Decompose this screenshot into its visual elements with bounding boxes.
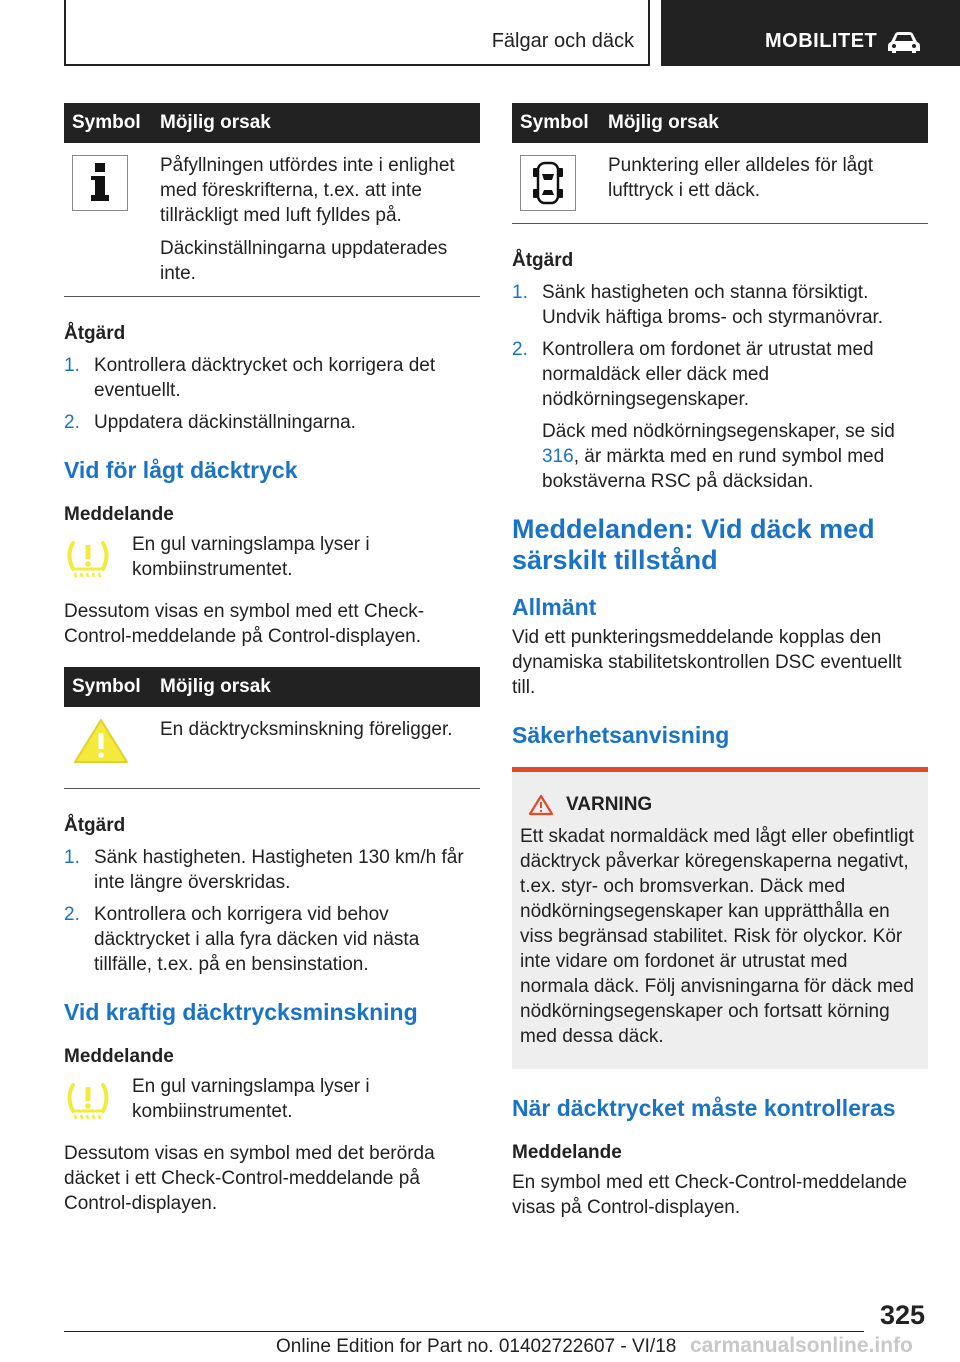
right-column — [512, 103, 928, 1220]
section-heading: Allmänt — [512, 594, 597, 620]
paragraph: Dessutom visas en symbol med det berörda däcket i ett Check-Control-meddelande på Control-displayen. — [64, 1143, 435, 1214]
message-text: En gul varningslampa lyser i kombiinstrumentet. — [132, 1076, 370, 1122]
section-heading: Vid för lågt däcktryck — [64, 457, 298, 483]
cause-text: Däckinställningarna uppdaterades inte. — [160, 238, 448, 284]
table-row — [64, 707, 480, 789]
car-top-view-icon — [520, 155, 576, 211]
action-title: Åtgärd — [64, 815, 126, 836]
list-item: 1. Sänk hastigheten. Hastigheten 130 km/h får inte längre överskridas. — [64, 847, 464, 893]
table-header-cause: Möjlig orsak — [152, 667, 480, 707]
tire-pressure-warning-icon — [64, 540, 112, 580]
paragraph: Dessutom visas en symbol med ett Check-Control-meddelande på Control-displayen. — [64, 601, 425, 647]
symbol-table-3 — [512, 103, 928, 224]
warning-text: Ett skadat normaldäck med lågt eller obefintligt däcktryck påverkar köregenskaperna negativt, t.ex. styr- och bromsverkan. Däck med nödkörningsegenskaper kan upprätthålla en viss begränsad stabilitet. Risk för olyckor. Kör inte vidare om fordonet är utrustat med normala däck. Följ anvisningarna för däck med nödkörningsegenskaper och fortsatt körning med dessa däck. — [520, 826, 914, 1047]
note-text: Däck med nödkörningsegenskaper, se sid 316, är märkta med en rund symbol med bokstäverna RSC på däcksidan. — [542, 421, 895, 492]
table-header-cause: Möjlig orsak — [152, 103, 480, 143]
symbol-table-1 — [64, 103, 480, 297]
warning-triangle-icon — [72, 717, 130, 765]
action-title: Åtgärd — [512, 250, 574, 271]
table-row — [64, 143, 480, 297]
list-item: 2. Kontrollera om fordonet är utrustat med normaldäck eller däck med nödkörningsegenskaper. Däck med nödkörningsegenskaper, se sid 316, är märkta med en rund symbol med bokstäverna RSC på däcksidan. — [512, 337, 928, 494]
warning-triangle-icon — [528, 794, 554, 816]
list-item: 2. Uppdatera däckinställningarna. — [64, 412, 356, 433]
tire-pressure-warning-icon — [64, 1082, 112, 1122]
cause-text: Påfyllningen utfördes inte i enlighet med föreskrifterna, t.ex. att inte tillräckligt med luft fylldes på. — [160, 155, 455, 226]
table-row — [512, 143, 928, 224]
car-icon — [887, 30, 921, 54]
list-item: 1. Kontrollera däcktrycket och korrigera det eventuellt. — [64, 355, 436, 401]
footer-divider — [64, 1331, 864, 1332]
section-heading: Säkerhetsanvisning — [512, 722, 730, 748]
header-section-box — [64, 0, 650, 66]
left-column — [64, 103, 480, 1216]
page-link[interactable]: 316 — [542, 446, 574, 467]
header-chapter-title: MOBILITET — [765, 30, 878, 52]
warning-box — [512, 767, 928, 1069]
cause-text: En däcktrycksminskning föreligger. — [160, 719, 453, 740]
info-icon — [72, 155, 128, 211]
table-header-cause: Möjlig orsak — [600, 103, 928, 143]
page-number: 325 — [880, 1300, 926, 1330]
section-heading: Vid kraftig däcktrycksminskning — [64, 999, 418, 1025]
list-item: 1. Sänk hastigheten och stanna försiktigt. Undvik häftiga broms- och styrmanövrar. — [512, 282, 884, 328]
message-title: Meddelande — [512, 1142, 622, 1163]
cause-text: Punktering eller alldeles för lågt lufttryck i ett däck. — [608, 155, 874, 201]
header-chapter-box — [661, 0, 960, 66]
table-header-symbol: Symbol — [512, 103, 600, 143]
footer-edition: Online Edition for Part no. 01402722607 - VI/18 — [276, 1336, 677, 1357]
warning-title: VARNING — [566, 794, 653, 815]
section-heading: När däcktrycket måste kontrolleras — [512, 1095, 896, 1121]
table-header-symbol: Symbol — [64, 103, 152, 143]
chapter-heading: Meddelanden: Vid däck med särskilt tillstånd — [512, 514, 875, 575]
paragraph: Vid ett punkteringsmeddelande kopplas den dynamiska stabilitetskontrollen DSC eventuellt till. — [512, 627, 902, 698]
watermark: carmanualsonline.info — [690, 1334, 913, 1357]
action-title: Åtgärd — [64, 323, 126, 344]
action-steps — [64, 845, 480, 977]
paragraph: En symbol med ett Check-Control-meddelande visas på Control-displayen. — [512, 1172, 907, 1218]
message-title: Meddelande — [64, 1046, 174, 1067]
message-title: Meddelande — [64, 504, 174, 525]
table-header-symbol: Symbol — [64, 667, 152, 707]
header-section-title: Fälgar och däck — [491, 30, 634, 52]
symbol-table-2 — [64, 667, 480, 789]
action-steps — [64, 353, 480, 435]
list-item: 2. Kontrollera och korrigera vid behov däcktrycket i alla fyra däcken vid nästa tillfälle, t.ex. på en bensinstation. — [64, 904, 420, 975]
message-text: En gul varningslampa lyser i kombiinstrumentet. — [132, 534, 370, 580]
action-steps — [512, 280, 928, 494]
